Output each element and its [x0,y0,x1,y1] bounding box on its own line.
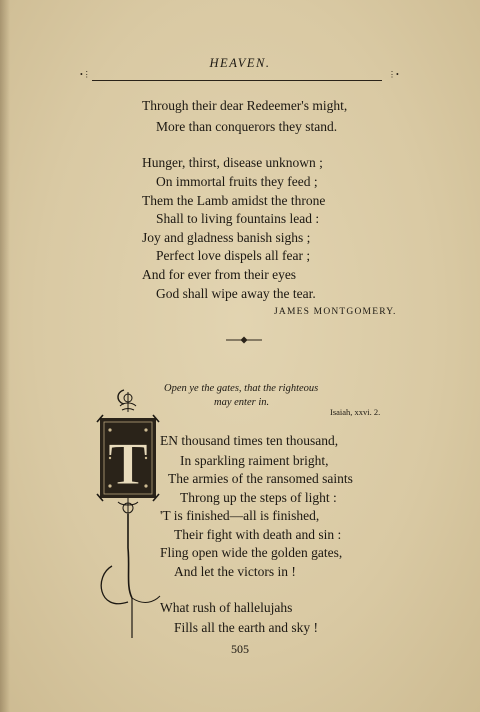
poem2-line: 'T is finished—all is finished, [160,508,320,523]
poem1-line: Them the Lamb amidst the throne [142,193,326,208]
poem1-line: And for ever from their eyes [142,267,297,282]
page-edge-shadow [0,0,10,712]
poem2-line: In sparkling raiment bright, [180,453,329,468]
poem1-author: JAMES MONTGOMERY. [274,307,397,317]
poem2-line: What rush of hallelujahs [160,600,293,615]
header-rule [92,80,382,81]
epigraph-line: Open ye the gates, that the righteous [164,383,319,394]
poem2-line: Fills all the earth and sky ! [174,620,318,635]
scripture-reference: Isaiah, xxvi. 2. [330,407,381,417]
poem1-line: Joy and gladness banish sighs ; [142,230,311,245]
poem1-line: Through their dear Redeemer's might, [142,98,348,113]
poem1-line: Shall to living fountains lead : [156,211,320,226]
poem1-line: God shall wipe away the tear. [156,286,316,301]
poem1-line: More than conquerors they stand. [156,119,338,134]
header-ornament-right: ⋮• [388,70,399,79]
epigraph-line: may enter in. [214,397,270,408]
header-ornament-left: •⋮ [80,70,91,79]
section-divider [226,335,262,345]
poem2-line: The armies of the ransomed saints [168,471,353,486]
dropcap-ornament [92,380,167,642]
poem2-line: Throng up the steps of light : [180,490,337,505]
poem2-line: And let the victors in ! [174,564,296,579]
running-header: HEAVEN. [209,56,271,70]
poem2-line: EN thousand times ten thousand, [160,433,339,448]
page-number: 505 [231,642,249,656]
poem1-line: Hunger, thirst, disease unknown ; [142,155,323,170]
poem2-line: Their fight with death and sin : [174,527,342,542]
poem1-line: Perfect love dispels all fear ; [156,248,311,263]
poem1-line: On immortal fruits they feed ; [156,174,318,189]
dropcap-letter: T [107,431,149,497]
poem2-line: Fling open wide the golden gates, [160,545,343,560]
